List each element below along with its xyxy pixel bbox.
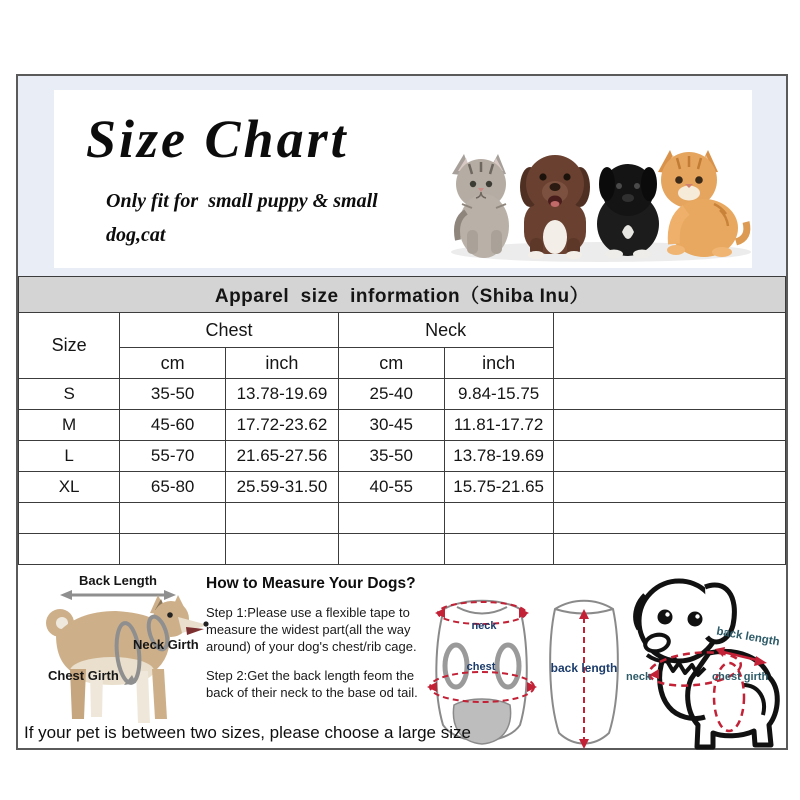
table-row: [19, 472, 786, 503]
size-s: S: [19, 379, 120, 410]
cell-blank: [553, 503, 785, 534]
cell-value: 35-50: [338, 441, 444, 472]
size-xl: XL: [19, 472, 120, 503]
size-m: M: [19, 410, 120, 441]
cell-blank: [444, 503, 553, 534]
neck-girth-label: Neck Girth: [133, 637, 199, 652]
cell-blank: [553, 472, 785, 503]
col-header-size: Size: [19, 313, 120, 379]
garment-back-length-label: back length: [550, 661, 618, 675]
cell-value: 15.75-21.65: [444, 472, 553, 503]
cell-blank: [553, 379, 785, 410]
cell-blank: [226, 503, 339, 534]
orange-kitten-illustration: [658, 150, 747, 257]
size-table: [18, 276, 786, 565]
puppy-back-length-label: back length: [715, 625, 781, 649]
pets-photo: [436, 92, 766, 266]
cell-value: 13.78-19.69: [226, 379, 339, 410]
table-row-empty: [19, 534, 786, 565]
cell-value: 21.65-27.56: [226, 441, 339, 472]
cell-value: 25.59-31.50: [226, 472, 339, 503]
table-row: [19, 379, 786, 410]
howto-step2: Step 2:Get the back length feom the back of their neck to the base od tail.: [206, 667, 418, 700]
cell-blank: [19, 534, 120, 565]
col-header-chest: Chest: [120, 313, 339, 348]
col-header-blank: [553, 313, 785, 379]
black-puppy-illustration: [597, 164, 659, 259]
cell-blank: [444, 534, 553, 565]
cell-value: 9.84-15.75: [444, 379, 553, 410]
puppy-neck-label: neck: [626, 671, 652, 683]
puppy-measure-illustration: [623, 567, 791, 755]
gray-kitten-illustration: [452, 154, 509, 258]
cell-blank: [553, 441, 785, 472]
cell-value: 40-55: [338, 472, 444, 503]
chest-girth-label: Chest Girth: [48, 668, 119, 683]
garment-chest-label: chest: [466, 661, 496, 673]
col-header-neck: Neck: [338, 313, 553, 348]
cell-value: 45-60: [120, 410, 226, 441]
cell-blank: [553, 534, 785, 565]
cell-value: 13.78-19.69: [444, 441, 553, 472]
unit-chest-cm: cm: [120, 348, 226, 379]
howto-block: [206, 575, 428, 701]
table-row-empty: [19, 503, 786, 534]
unit-neck-inch: inch: [444, 348, 553, 379]
cell-value: 17.72-23.62: [226, 410, 339, 441]
main-frame: [16, 74, 788, 750]
howto-title: How to Measure Your Dogs?: [206, 575, 416, 592]
howto-step1: Step 1:Please use a flexible tape to measure the widest part(all the way around) of your dog's chest/rib cage.: [206, 605, 417, 654]
banner-section: [18, 76, 786, 276]
cell-value: 35-50: [120, 379, 226, 410]
unit-chest-inch: inch: [226, 348, 339, 379]
cell-blank: [553, 410, 785, 441]
cell-value: 25-40: [338, 379, 444, 410]
unit-neck-cm: cm: [338, 348, 444, 379]
pets-photo-illustration: [436, 92, 766, 266]
garment-neck-label: neck: [471, 620, 497, 632]
brown-puppy-illustration: [520, 155, 590, 259]
cell-blank: [226, 534, 339, 565]
cell-blank: [19, 503, 120, 534]
cell-value: 11.81-17.72: [444, 410, 553, 441]
table-row: [19, 441, 786, 472]
cell-value: 30-45: [338, 410, 444, 441]
puppy-chest-girth-label: chest girth: [712, 671, 769, 683]
measure-section: [18, 565, 786, 756]
page-title: Size Chart: [86, 109, 349, 169]
back-length-label: Back Length: [78, 573, 157, 588]
cell-blank: [120, 534, 226, 565]
footer-note: If your pet is between two sizes, please choose a large size: [24, 723, 471, 742]
cell-blank: [120, 503, 226, 534]
size-l: L: [19, 441, 120, 472]
cell-value: 55-70: [120, 441, 226, 472]
cell-value: 65-80: [120, 472, 226, 503]
cell-blank: [338, 503, 444, 534]
table-row: [19, 410, 786, 441]
banner-card: [54, 90, 752, 268]
subtitle-line2: dog,cat: [106, 224, 166, 246]
table-caption: Apparel size information（Shiba Inu）: [19, 277, 786, 313]
cell-blank: [338, 534, 444, 565]
subtitle-line1: Only fit for small puppy & small: [106, 190, 378, 212]
